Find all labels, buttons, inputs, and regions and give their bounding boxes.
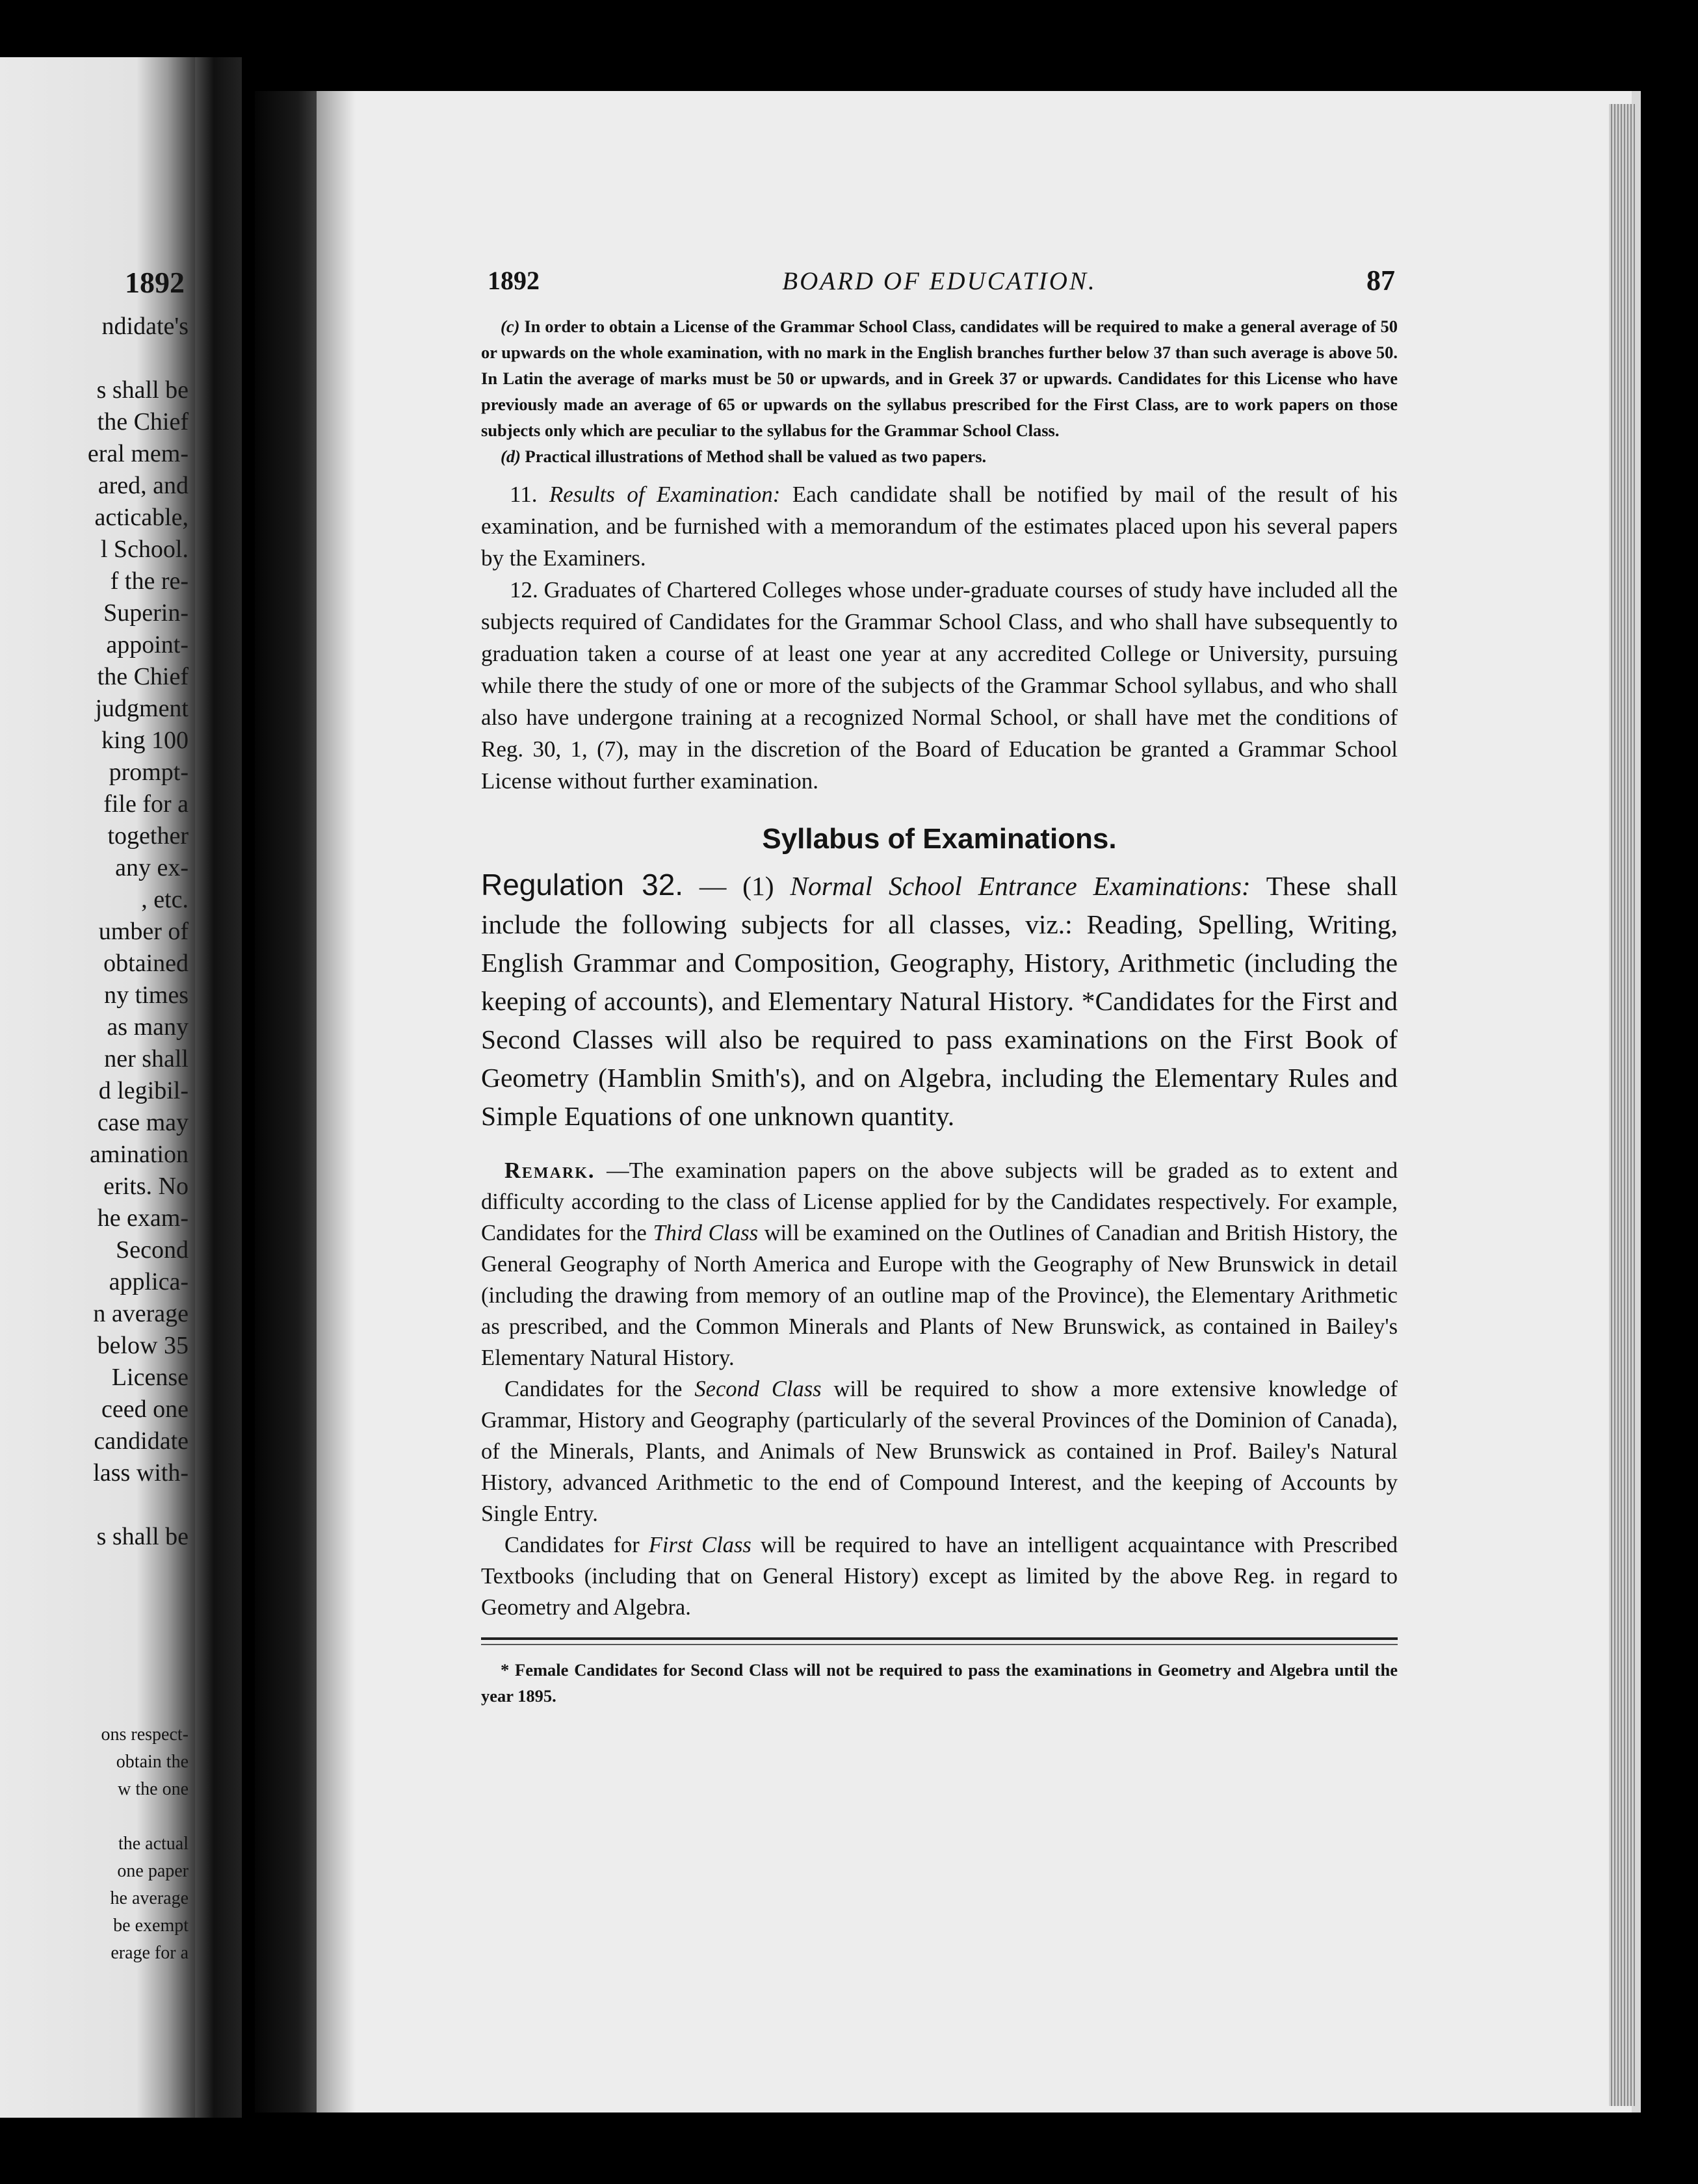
second-class-pre: Candidates for the (504, 1377, 683, 1401)
second-class-text: will be required to show a more extensive knowledge of Grammar, History and Geography (particularly of the several Provinces of the Dominion of Canada), of the Minerals, Plants, and Animals of New Brunswick as contained in Prof. Bailey's Natural History, advanced Arithmetic to the end of Compound Interest, and the keeping of Accounts by Single Entry. (481, 1377, 1398, 1526)
remark-paragraph (481, 1155, 1398, 1373)
second-class-emph: Second Class (694, 1377, 822, 1401)
remark-text-a: —The examination papers on the above subjects will be graded as to extent and difficulty according to the class of License applied for by the Candidates respectively. For example, Candidates for the (481, 1158, 1398, 1245)
left-page-line: below 35 (97, 1332, 189, 1359)
left-page-line: amination (90, 1141, 189, 1168)
left-page-line: ared, and (98, 472, 189, 499)
left-page-line: erage for a (111, 1943, 189, 1963)
regulation-heading: Normal School Entrance Examinations: (790, 871, 1251, 901)
regulation-text: These shall include the following subjects for all classes, viz.: Reading, Spelling, Writing, English Grammar and Composition, Geography, History, Arithmetic (including the keeping of accounts), and Elementary Natural History. *Candidates for the First and Second Classes will also be required to pass examinations on the First Book of Geometry (Hamblin Smith's), and on Algebra, including the Elementary Rules and Simple Equations of one unknown quantity. (481, 871, 1398, 1131)
para-12-text: Graduates of Chartered Colleges whose under-graduate courses of study have included all the subjects required of Candidates for the Grammar School Class, and who shall have subsequently to graduation taken a course of at least one year at any accredited College or University, pursuing while there the study of one or more of the subjects of the Grammar School syllabus, and who shall also have undergone training at a recognized Normal School, or shall have met the conditions of Reg. 30, 1, (7), may in the discretion of the Board of Education be granted a Grammar School License without further examination. (481, 577, 1398, 794)
left-page-line: ons respect- (101, 1724, 189, 1745)
clause-d-text: Practical illustrations of Method shall be valued as two papers. (525, 447, 987, 466)
regulation-label: Regulation 32. (481, 868, 684, 902)
paragraph-11 (481, 478, 1398, 574)
left-page-text (0, 311, 189, 1553)
header-title: BOARD OF EDUCATION. (782, 267, 1097, 295)
left-page-line: as many (107, 1013, 189, 1041)
regulation-32 (481, 866, 1398, 1136)
clause-c (481, 313, 1398, 443)
first-class-text: will be required to have an intelligent acquaintance with Prescribed Textbooks (including that on General History) except as limited by the above Reg. in regard to Geometry and Algebra. (481, 1533, 1398, 1620)
left-page-line (0, 343, 189, 374)
page-content (481, 259, 1398, 1709)
remark-label: Remark. (504, 1158, 595, 1183)
left-page-line (0, 1489, 189, 1521)
left-page-line: any ex- (115, 854, 189, 881)
para-11-heading: Results of Examination: (549, 482, 781, 507)
clauses-block (481, 313, 1398, 469)
para-12-number: 12. (510, 577, 538, 603)
syllabus-title: Syllabus of Examinations. (762, 823, 1117, 855)
left-page-line: Second (116, 1236, 189, 1264)
left-page-line: the Chief (97, 663, 189, 690)
left-page-line: lass with- (93, 1459, 189, 1487)
left-page-line: the Chief (97, 408, 189, 436)
running-head (481, 259, 1398, 304)
left-page-line: ny times (104, 982, 189, 1009)
remark-text-b: will be examined on the Outlines of Canadian and British History, the General Geography of North America and Europe with the Geography of New Brunswick in detail (including the drawing from memory of an outline map of the Province), the Elementary Arithmetic as prescribed, and the Common Minerals and Plants of New Brunswick, as contained in Bailey's Elementary Natural History. (481, 1221, 1398, 1370)
footnote: * Female Candidates for Second Class will not be required to pass the examinations in Geometry and Algebra until the year 1895. (481, 1660, 1398, 1706)
para-11-text: Each candidate shall be notified by mail of the result of his examination, and be furnished with a memorandum of the estimates placed upon his several papers by the Examiners. (481, 482, 1398, 571)
regulation-dash: — (1) (699, 871, 774, 901)
paragraph-12 (481, 574, 1398, 797)
left-page-line: prompt- (109, 759, 189, 786)
header-year: 1892 (488, 266, 540, 295)
left-page-small-text (0, 1721, 189, 1967)
left-page-line: applica- (109, 1268, 189, 1295)
page-binding-shadow (255, 91, 317, 2112)
footnote-rule-thin (481, 1644, 1398, 1645)
clause-d (481, 443, 1398, 469)
paragraphs-11-12 (481, 478, 1398, 797)
left-page-line: he exam- (97, 1204, 189, 1232)
left-page-line: king 100 (101, 727, 189, 754)
left-page-line: judgment (95, 695, 189, 722)
left-page-line: ndidate's (101, 313, 189, 340)
left-page-fragment (0, 57, 195, 2118)
remark-block (481, 1155, 1398, 1623)
clause-d-label: (d) (501, 447, 521, 466)
left-page-line: appoint- (106, 631, 189, 658)
first-class-paragraph (481, 1529, 1398, 1623)
left-page-line: l School. (100, 536, 189, 563)
left-page-line: obtain the (116, 1752, 189, 1772)
para-11-number: 11. (510, 482, 538, 507)
first-class-pre: Candidates for (504, 1533, 640, 1557)
left-page-line: one paper (117, 1861, 189, 1881)
book-gutter (195, 57, 242, 2118)
left-page-line: , etc. (141, 886, 189, 913)
left-page-line: the actual (118, 1834, 189, 1854)
page-binding-gradient (317, 91, 356, 2112)
left-page-line: s shall be (96, 376, 189, 404)
left-page-line: eral mem- (87, 440, 189, 467)
clause-c-text: In order to obtain a License of the Grammar School Class, candidates will be required to make a general average of 50 or upwards on the whole examination, with no mark in the English branches further below 37 than such average is above 50. In Latin the average of marks must be 50 or upwards, and in Greek 37 or upwards. Candidates for this License who have previously made an average of 65 or upwards on the syllabus prescribed for the First Class, are to work papers on those subjects only which are peculiar to the syllabus for the Grammar School Class. (481, 317, 1398, 440)
clause-c-label: (c) (501, 317, 520, 336)
first-class-emph: First Class (648, 1533, 751, 1557)
left-page-line (0, 1803, 189, 1830)
left-page-line: together (107, 822, 189, 850)
left-page-line: f the re- (110, 567, 189, 595)
regulation-32-paragraph (481, 866, 1398, 1136)
left-page-line: file for a (103, 790, 189, 818)
left-page-line: be exempt (113, 1916, 189, 1936)
footnote-rule (481, 1637, 1398, 1640)
left-page-line: w the one (118, 1779, 189, 1799)
left-page-line: d legibil- (98, 1077, 189, 1104)
left-page-line: ner shall (104, 1045, 189, 1072)
left-page-line: he average (110, 1888, 189, 1908)
left-page-line: umber of (98, 918, 189, 945)
left-page-line: n average (93, 1300, 189, 1327)
page-number: 87 (1366, 265, 1395, 296)
left-page-year: 1892 (125, 266, 185, 299)
left-page-line: candidate (94, 1427, 189, 1455)
left-page-line: case may (97, 1109, 189, 1136)
second-class-paragraph (481, 1373, 1398, 1529)
left-page-line: s shall be (96, 1523, 189, 1550)
left-page-line: ceed one (101, 1396, 189, 1423)
page-edges (1609, 104, 1635, 2106)
left-page-line: License (111, 1364, 189, 1391)
remark-third-class: Third Class (653, 1221, 759, 1245)
left-page-line: erits. No (103, 1173, 189, 1200)
left-page-line: Superin- (103, 599, 189, 627)
left-page-line: obtained (103, 950, 189, 977)
left-page-line: acticable, (94, 504, 189, 531)
